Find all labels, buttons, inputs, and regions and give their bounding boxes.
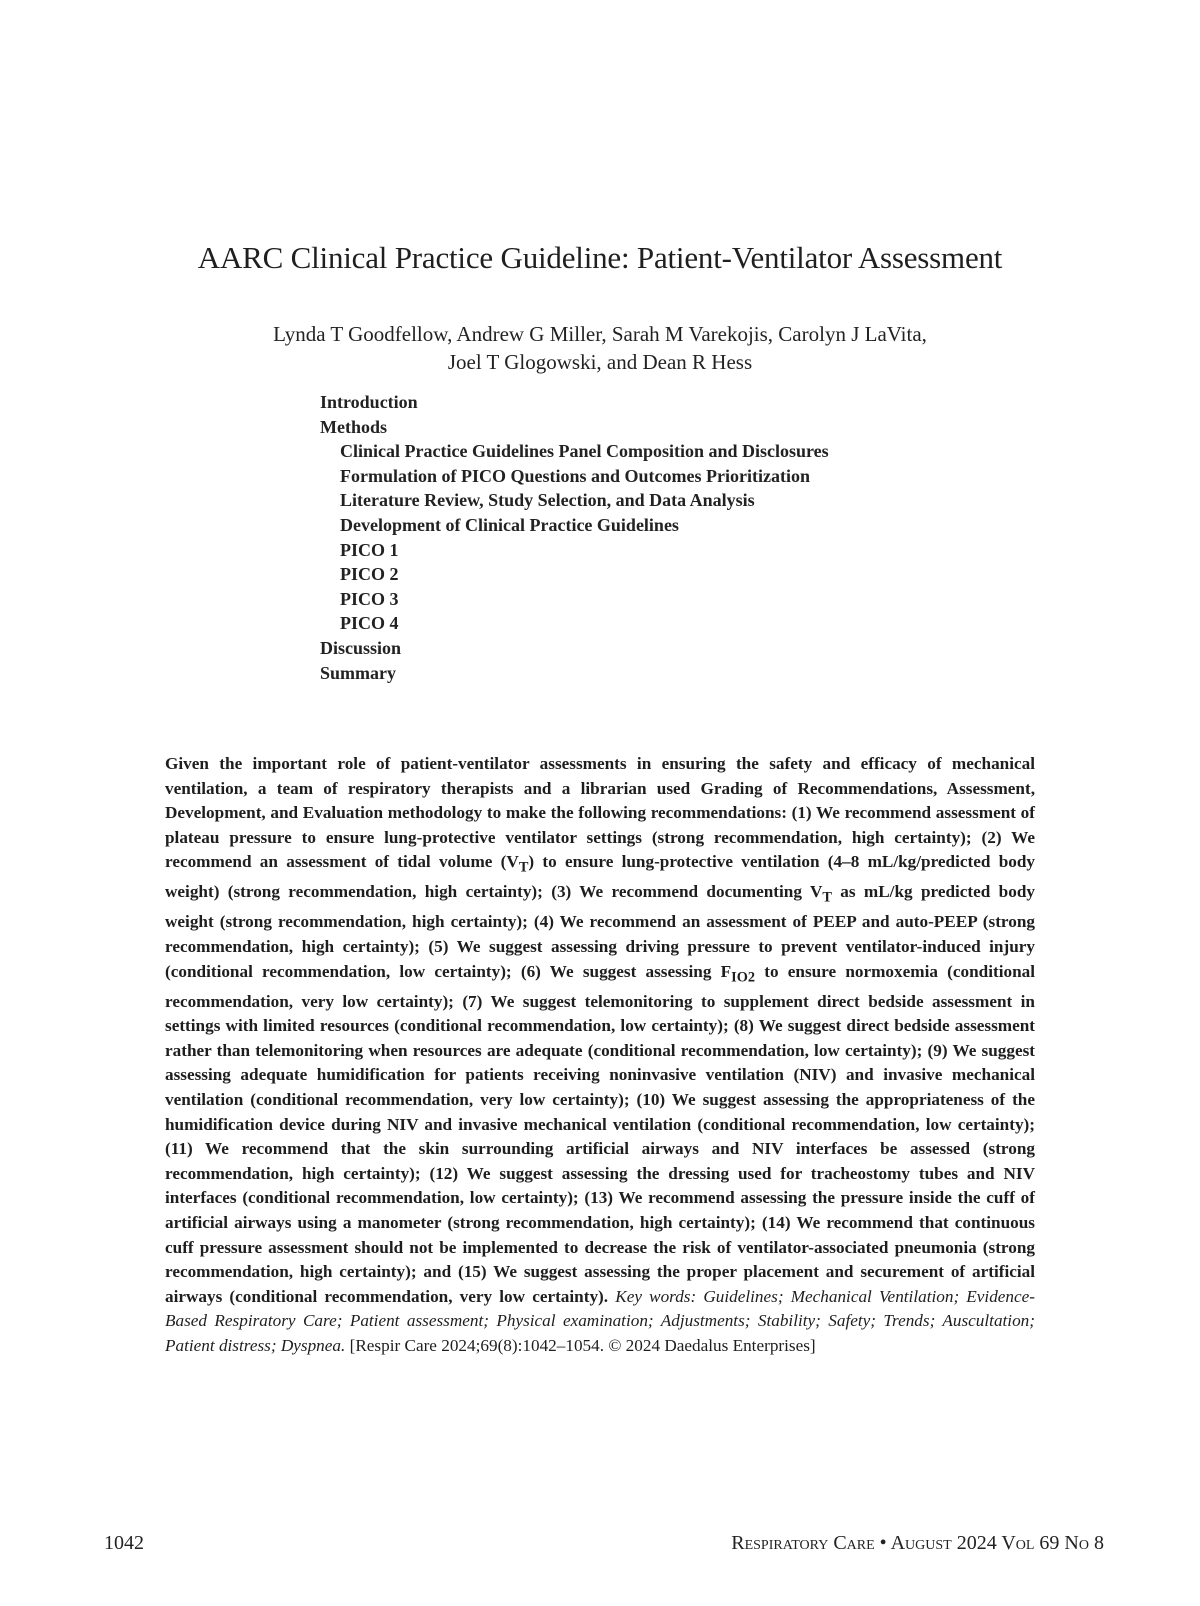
toc-item-literature-review: Literature Review, Study Selection, and Data Analysis: [340, 490, 755, 511]
citation: [Respir Care 2024;69(8):1042–1054. © 2024 Daedalus Enterprises]: [349, 1335, 816, 1355]
toc-item-pico-4: PICO 4: [340, 613, 399, 634]
abstract-text-part-4: to ensure normoxemia (conditional recommendation, very low certainty); (7) We suggest telemonitoring to supplement direct bedside assessment in settings with limited resources (conditional recommendation, low certainty); (8) We suggest direct bedside assessment rather than telemonitoring when resources are adequate (conditional recommendation, low certainty); (9) We suggest assessing adequate humidification for patients receiving noninvasive ventilation (NIV) and invasive mechanical ventilation (conditional recommendation, very low certainty); (10) We suggest assessing the appropriateness of the humidification device during NIV and invasive mechanical ventilation (conditional recommendation, low certainty); (11) We recommend that the skin surrounding artificial airways and NIV interfaces be assessed (strong recommendation, high certainty); (12) We suggest assessing the dressing used for tracheostomy tubes and NIV interfaces (conditional recommendation, low certainty); (13) We recommend assessing the pressure inside the cuff of artificial airways using a manometer (strong recommendation, high certainty); (14) We recommend that continuous cuff pressure assessment should not be implemented to decrease the risk of ventilator-associated pneumonia (strong recommendation, high certainty); and (15) We suggest assessing the proper placement and securement of artificial airways (conditional recommendation, very low certainty).: [165, 961, 1035, 1306]
abstract: [165, 752, 1035, 1359]
toc-item-pico-1: PICO 1: [340, 539, 399, 560]
toc-item-introduction: Introduction: [320, 392, 418, 412]
page-number: 1042: [104, 1532, 144, 1554]
journal-footer: Respiratory Care • August 2024 Vol 69 No 8: [731, 1532, 1104, 1554]
table-of-contents: [320, 390, 829, 685]
authors-line-1: Lynda T Goodfellow, Andrew G Miller, Sarah M Varekojis, Carolyn J LaVita,: [273, 322, 927, 346]
author-list: [0, 320, 1200, 376]
abstract-text-part-2: ) to ensure lung-protective ventilation (4–8 mL/kg/predicted body weight) (strong recommendation, high certainty); (3) We recommend documenting V: [165, 852, 1035, 902]
keywords: Key words: Guidelines; Mechanical Ventilation; Evidence-Based Respiratory Care; Patient assessment; Physical examination; Adjustments; Stability; Safety; Trends; Auscultation; Patient distress; Dyspnea.: [165, 1286, 1036, 1355]
abstract-text-part-1: Given the important role of patient-ventilator assessments in ensuring the safety and efficacy of mechanical ventilation, a team of respiratory therapists and a librarian used Grading of Recommendations, Assessment, Development, and Evaluation methodology to make the following recommendations: (1) We recommend assessment of plateau pressure to ensure lung-protective ventilator settings (strong recommendation, high certainty); (2) We recommend an assessment of tidal volume (V: [165, 754, 1035, 872]
subscript-t-1: T: [518, 859, 529, 876]
toc-item-pico-2: PICO 2: [340, 564, 399, 585]
toc-item-panel-composition: Clinical Practice Guidelines Panel Composition and Disclosures: [340, 441, 829, 462]
toc-item-pico-3: PICO 3: [340, 588, 399, 609]
toc-item-methods: Methods: [320, 416, 387, 437]
toc-item-guideline-development: Development of Clinical Practice Guidelines: [340, 514, 679, 535]
subscript-t-2: T: [822, 889, 832, 906]
article-title: AARC Clinical Practice Guideline: Patient-Ventilator Assessment: [197, 240, 1003, 275]
abstract-text-part-3: as mL/kg predicted body weight (strong recommendation, high certainty); (4) We recommend an assessment of PEEP and auto-PEEP (strong recommendation, high certainty); (5) We suggest assessing driving pressure to prevent ventilator-induced injury (conditional recommendation, low certainty); (6) We suggest assessing F: [165, 882, 1035, 981]
toc-item-summary: Summary: [320, 662, 396, 683]
subscript-io2: IO2: [731, 969, 756, 986]
toc-item-pico-formulation: Formulation of PICO Questions and Outcomes Prioritization: [340, 465, 810, 486]
toc-item-discussion: Discussion: [320, 637, 402, 658]
authors-line-2: Joel T Glogowski, and Dean R Hess: [447, 350, 753, 374]
